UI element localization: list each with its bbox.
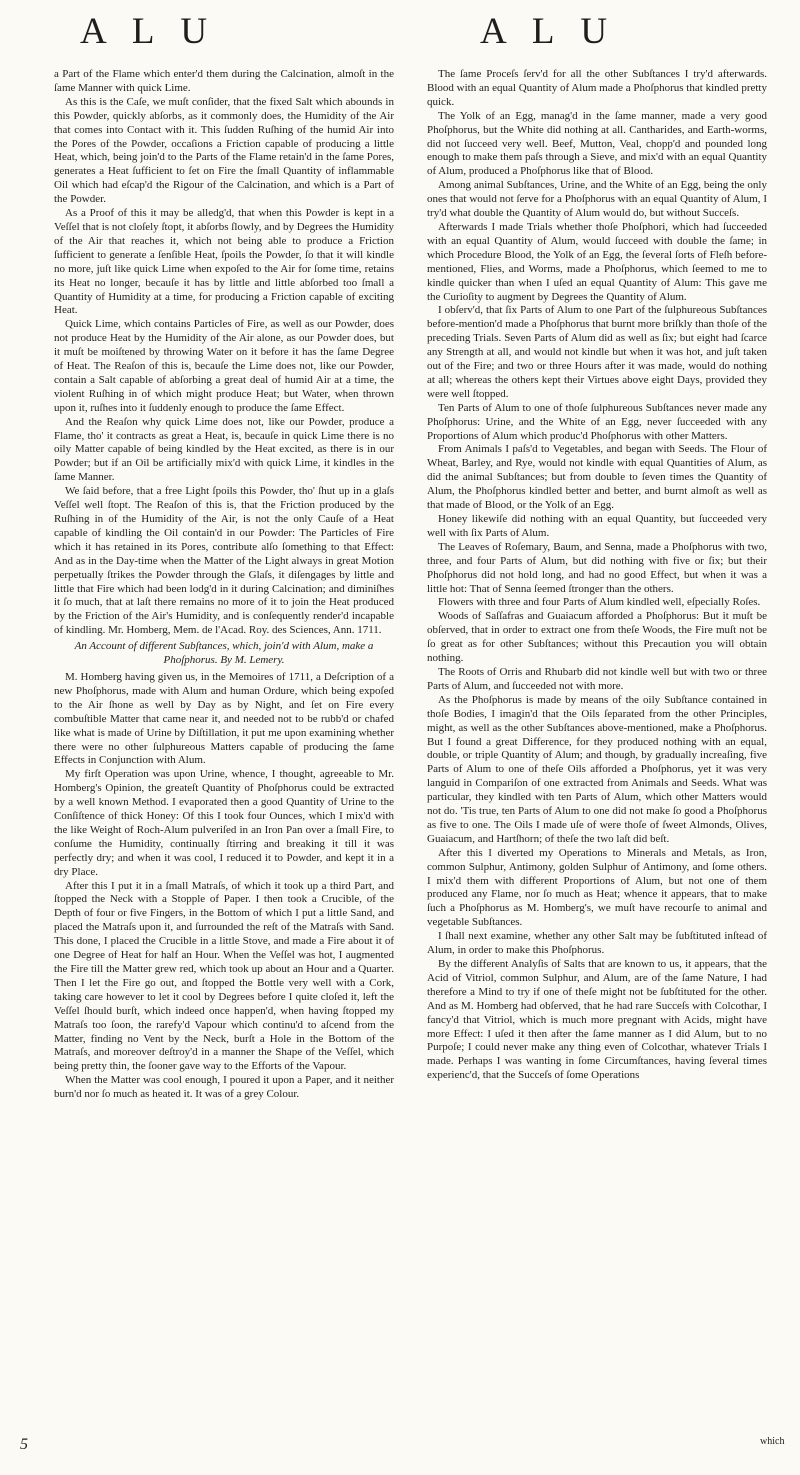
paragraph: The Yolk of an Egg, manag'd in the ſame manner, made a very good Phoſphorus, but the White did nothing at all. Cantharides, and Earth-worms, did not ſucceed very well. Beef, Mutton, Veal, chopp'd and pounded long enough to make them paſs through a Sieve, and mix'd with an equal Quantity of Alum, produced a Phoſphorus like that of Blood. (427, 109, 767, 178)
paragraph: M. Homberg having given us, in the Memoires of 1711, a Deſcription of a new Phoſphorus, made with Alum and human Ordure, which being expoſed to the Air ſhone as well by Day as by Night, and ſet on Fire every combuſtible Matter that came near it, and needed not to be rubb'd or chafed like what is made of Urine by Diſtillation, it put me upon examining whether there were no other ſulphureous Matters capable of producing the ſame Effects in Conjunction with Alum. (54, 670, 394, 767)
paragraph: From Animals I paſs'd to Vegetables, and began with Seeds. The Flour of Wheat, Barley, and Rye, would not kindle with equal Quantities of Alum, as did the animal Subſtances; but from double to ſeven times the Quantity of Alum, the Phoſphorus kindled better and better, and burnt almoſt as well as that made of Blood, or the Yolk of an Egg. (427, 443, 767, 512)
paragraph: The Roots of Orris and Rhubarb did not kindle well but with two or three Parts of Alum, and ſucceeded not with more. (427, 665, 767, 692)
paragraph: By the different Analyſis of Salts that are known to us, it appears, that the Acid of Vitriol, common Sulphur, and Alum, are of the ſame Nature, I had therefore a Mind to try if one of theſe might not be ſubſtituted for the other. And as M. Homberg had obſerved, that he had rare Succeſs with Colcothar, I fancy'd that Vitriol, which is much more pregnant with Acids, might have more Effect: I uſed it then after the ſame manner as I did Alum, but to no Purpoſe; I could never make any thing even of Colcothar, whatever Trials I made. Perhaps I was wanting in ſome Circumſtances, having ſeveral times experienc'd, that the Succeſs of ſome Operations (427, 958, 767, 1082)
running-head-left: A L U (80, 11, 217, 52)
paragraph: Honey likewiſe did nothing with an equal Quantity, but ſucceeded very well with ſix Parts of Alum. (427, 513, 767, 539)
paragraph: We ſaid before, that a free Light ſpoils this Powder, tho' ſhut up in a glaſs Veſſel well ſtopt. The Reaſon of this is, that the Friction produced by the Ruſhing in of the Humidity of the Air, is not the only Cauſe of a Heat capable of kindling the Oil contain'd in our Powder: The Particles of Fire which it has retained in its Pores, contribute alſo ſomething to that Effect: And as in the Day-time when the Matter of the Light always in great Motion perpetually ſtrikes the Powder through the Glaſs, it diſengages by little and little that Fire which had been lodg'd in it during Calcination; and diminiſhes it ſo much, that at laſt there remains no more of it to join the Heat produced by the Friction of the Air's Humidity, and is conſequently render'd incapable of kindling. Mr. Homberg, Mem. de l'Acad. Roy. des Sciences, Ann. 1711. (54, 485, 394, 637)
paragraph: As this is the Caſe, we muſt conſider, that the fixed Salt which abounds in this Powder, quickly abſorbs, as it commonly does, the Humidity of the Air that comes into Contact with it. This ſudden Ruſhing of the humid Air into the Pores of the Powder, occaſions a Friction capable of producing a little Heat, which, being join'd to the Parts of the Flame retain'd in the ſame Pores, generates a Heat ſufficient to ſet on Fire the ſmall Quantity of inflammable Oil which had eſcap'd the Rigour of the Calcination, and which is a Part of the Powder. (54, 95, 394, 206)
paragraph: I ſhall next examine, whether any other Salt may be ſubſtituted inſtead of Alum, in order to make this Phoſphorus. (427, 930, 767, 957)
paragraph: And the Reaſon why quick Lime does not, like our Powder, produce a Flame, tho' it contracts as great a Heat, is, becauſe in quick Lime there is no oily Matter capable of being kindled by the Heat excited, as there is in our Powder; but if an Oil be artificially mix'd with quick Lime, it kindles in the ſame Manner. (54, 415, 394, 484)
paragraph: Woods of Saſſafras and Guaiacum afforded a Phoſphorus: But it muſt be obſerved, that in order to extract one from theſe Woods, the Fire muſt not be ſo great as for other Subſtances; without this Precaution you will obtain nothing. (427, 610, 767, 665)
paragraph: My firſt Operation was upon Urine, whence, I thought, agreeable to Mr. Homberg's Opinion, the greateſt Quantity of Phoſphorus could be extracted by a well known Method. I evaporated then a good Quantity of Urine to the Conſiſtence of thick Honey: Of this I took four Ounces, which I mix'd with the like Weight of Roch-Alum pulveriſed in an Iron Pan over a ſmall Fire, to conſume the Humidity, continually ſtirring and breaking it till it was perfectly dry; and when it was cool, I reduced it to Powder, and kept it in a dry Place. (54, 768, 394, 878)
paragraph: The Leaves of Roſemary, Baum, and Senna, made a Phoſphorus with two, three, and four Parts of Alum, but did nothing with five or ſix; but their Phoſphorus did not hold long, and had no good Effect, but when it was a little hot: That of Senna ſeemed ſtronger than the others. (427, 540, 767, 595)
paragraph: I obſerv'd, that ſix Parts of Alum to one Part of the ſulphureous Subſtances before-mention'd made a Phoſphorus that burnt more briſkly than thoſe of the preceding Trials. Seven Parts of Alum did as well as ſix; but eight had ſcarce any Strength at all, and would not kindle but when it was hot, and juſt taken out of the Fire; and two or three Hours after it was made, would do nothing at all; whereas the others kept their Virtues above eight Days, provided they were well ſtopped. (427, 304, 767, 400)
running-head (0, 10, 800, 60)
paragraph: Among animal Subſtances, Urine, and the White of an Egg, being the only ones that would not ſerve for a Phoſphorus with an equal Quantity of Alum, I try'd what double the Quantity of Alum would do, but without Succeſs. (427, 179, 767, 220)
paragraph: Quick Lime, which contains Particles of Fire, as well as our Powder, does not produce Heat by the Humidity of the Air alone, as our Powder does, but it muſt be moiſtened by throwing Water on it before it has the ſame Degree of Heat. The Reaſon of this is, becauſe the Lime does not, like our Powder, contain a Salt capable of abſorbing a great deal of humid Air at a time, the violent Ruſhing in of which might produce Heat; but Water, when thrown upon it, ruſhes into it ſuddenly enough to produce the ſame Effect. (54, 318, 394, 414)
paragraph: Ten Parts of Alum to one of thoſe ſulphureous Subſtances never made any Phoſphorus: Urine, and the White of an Egg, never ſucceeded with any Proportions of Alum which produc'd Phoſphorus with other Matters. (427, 401, 767, 442)
page-number: 5 (20, 1436, 28, 1453)
paragraph: As a Proof of this it may be alledg'd, that when this Powder is kept in a Veſſel that is not cloſely ſtopt, it abſorbs ſlowly, and by Degrees the Humidity of the Air that reaches it, which not being able to produce a Friction ſufficient to generate a ſenſible Heat, ſpoils the Powder, ſo that it will kindle no more, juſt like quick Lime when expoſed to the Air for ſome time, retains its Heat no longer, becauſe it has by little and little abſorbed too ſmall a Quantity of Humidity at a time, for producing a Friction capable of exciting Heat. (54, 207, 394, 317)
paragraph: Afterwards I made Trials whether thoſe Phoſphori, which had ſucceeded with an equal Quantity of Alum, would ſucceed with double the ſame; in which Procedure Blood, the Yolk of an Egg, the ſeveral ſorts of Fleſh before-mentioned, Flies, and Worms, made a Phoſphorus, which ſeemed to me to kindle quicker than when I uſed an equal Quantity of Alum: This gave me the Curioſity to augment by Degrees the Quantity of Alum. (427, 220, 767, 303)
left-column (54, 68, 394, 1102)
paragraph: After this I diverted my Operations to Minerals and Metals, as Iron, common Sulphur, Antimony, golden Sulphur of Antimony, and ſome others. I mix'd them with different Proportions of Alum, but not one of them produced any Flame, nor ſo much as Heat; whence it appears, that to make ſuch a Phoſphorus as M. Homberg's, we muſt have recourſe to animal and vegetable Subſtances. (427, 846, 767, 929)
article-heading: An Account of different Subſtances, which, join'd with Alum, make a Phoſphorus. By M. Lemery. (74, 640, 374, 667)
paragraph: Flowers with three and four Parts of Alum kindled well, eſpecially Roſes. (438, 596, 761, 609)
catchword: which (760, 1436, 785, 1447)
paragraph: When the Matter was cool enough, I poured it upon a Paper, and it neither burn'd nor ſo much as heated it. It was of a grey Colour. (54, 1074, 394, 1101)
running-head-right: A L U (480, 11, 617, 52)
paragraph: As the Phoſphorus is made by means of the oily Subſtance contained in thoſe Bodies, I imagin'd that the Oils ſeparated from the other Principles, might, as well as the other Subſtances above-mentioned, make a Phoſphorus. But I found a great Difference, for they produced nothing with an equal, double, or triple Quantity of Alum; and though, by gradually increaſing, five Parts of Alum to one of theſe Oils afforded a Phoſphorus, yet it was very languid in Compariſon of one extracted from Animals and Seeds. What was particular, they kindled with ten Parts of Alum, which other Matters would not do. 'Tis true, ten Parts of Alum to one did not make ſo good a Phoſphorus as five to one. The Oils I made uſe of were thoſe of ſweet Almonds, Olives, Guaiacum, and Hartſhorn; of theſe the two laſt did beſt. (427, 693, 767, 845)
paragraph: The ſame Proceſs ſerv'd for all the other Subſtances I try'd afterwards. Blood with an equal Quantity of Alum made a Phoſphorus that kindled pretty quick. (427, 68, 767, 108)
paragraph: a Part of the Flame which enter'd them during the Calcination, almoſt in the ſame Manner with quick Lime. (54, 68, 394, 94)
right-column (427, 68, 767, 1083)
paragraph: After this I put it in a ſmall Matraſs, of which it took up a third Part, and ſtopped the Neck with a Stopple of Paper. I then took a Crucible, of the Depth of four or five Fingers, in the Bottom of which I put a little Sand, and placed the Matraſs upon it, and ſurrounded the reſt of the Matraſs with Sand. This done, I placed the Crucible in a little Stove, and made a Fire about it of one Degree of Heat for half an Hour. When the Veſſel was hot, I augmented the Fire till the Matter grew red, which took up about an Hour and a Quarter. Then I let the Fire go out, and ſtopped the Bottle very well with a Cork, taking care however to let it cool by Degrees before I quite cloſed it, left the Veſſel ſhould burſt, which indeed once happen'd, when having ſtopped my Matraſs too ſoon, the rarefy'd Vapour which continu'd to aſcend from the Matter, finding no Vent by the Neck, burſt a Hole in the Bottom of the Matraſs, and moreover deſtroy'd in a manner the Shape of the Veſſel, which being pretty thin, the ſooner gave way to the Efforts of the Vapour. (54, 879, 394, 1073)
